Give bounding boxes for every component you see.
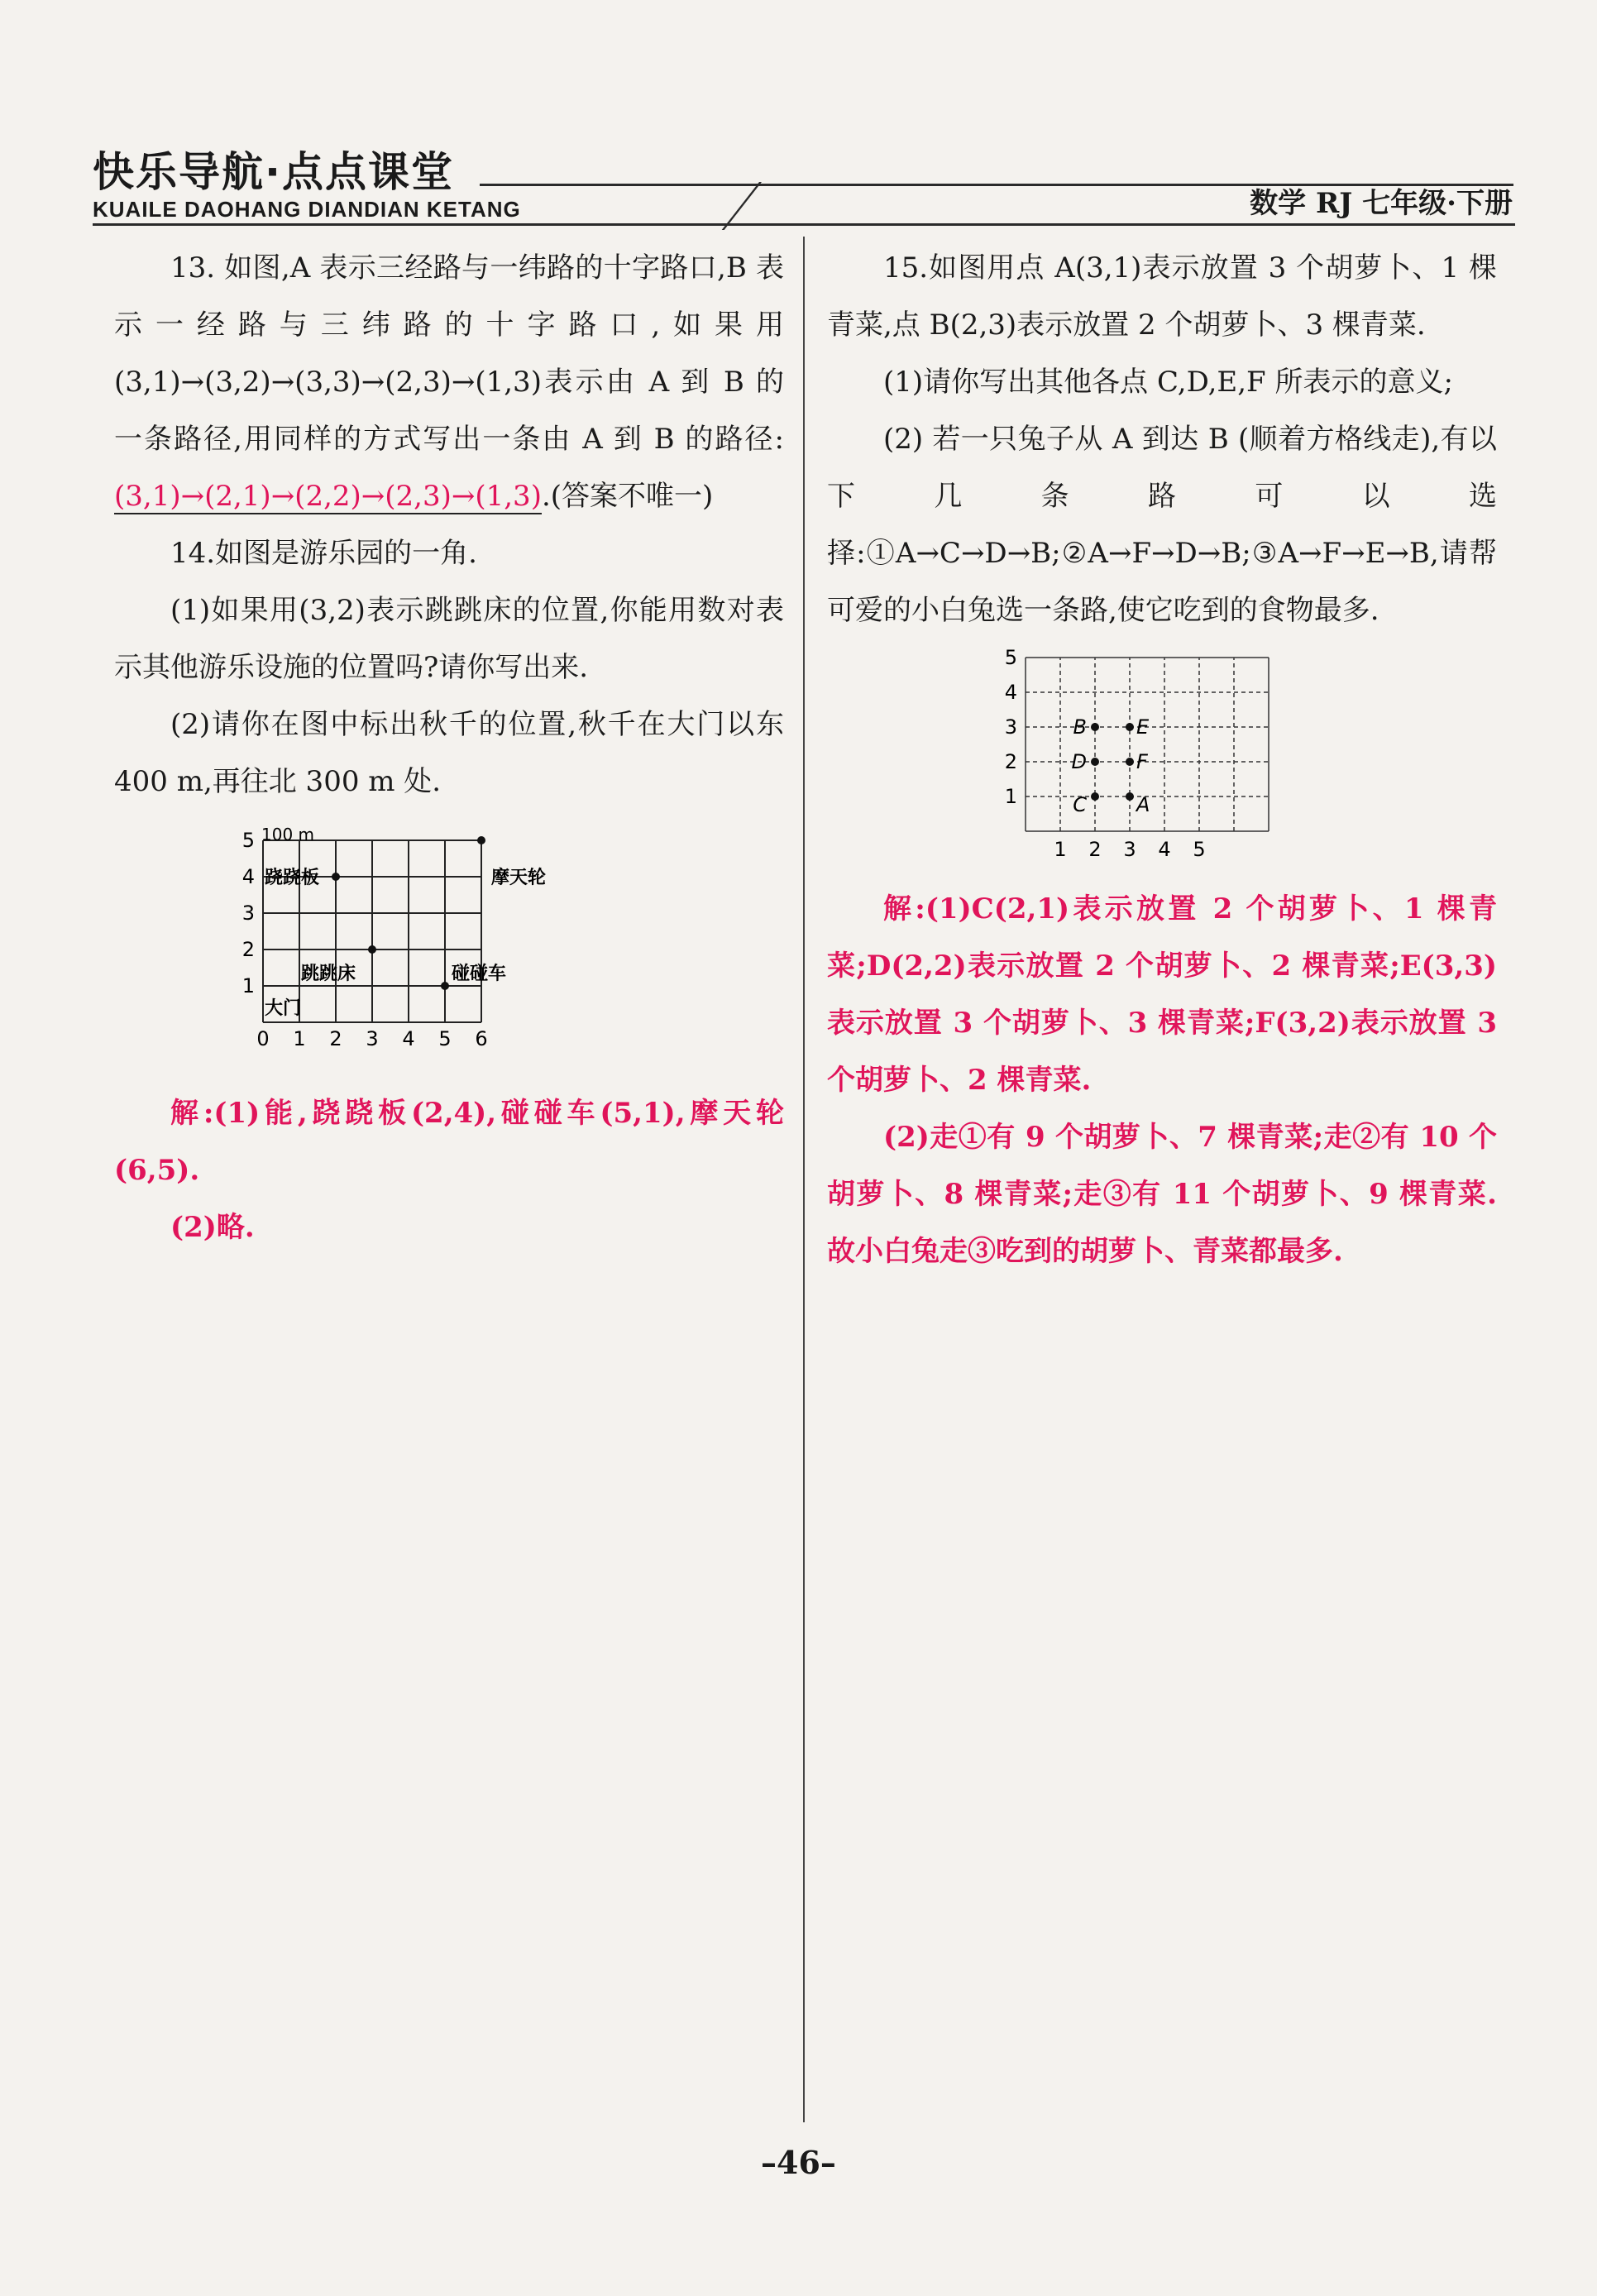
right-column [827,240,1497,1280]
fig15-y-tick: 5 [1004,646,1017,669]
fig14-x-tick: 4 [402,1027,415,1050]
q14-answer-1: 解:(1)能,跷跷板(2,4),碰碰车(5,1),摩天轮(6,5). [114,1097,784,1187]
header-pinyin: KUAILE DAOHANG DIANDIAN KETANG [93,197,521,222]
fig15-label-a: A [1136,793,1150,816]
fig14-x-tick: 5 [438,1027,452,1050]
fig15-x-tick: 1 [1054,838,1067,858]
amusement-park-grid [114,814,784,1062]
fig14-unit: 100 m [261,825,315,844]
fig15-point-c [1091,792,1099,801]
fig14-y-tick: 1 [241,974,255,997]
q15-answer-1: 解:(1)C(2,1)表示放置 2 个胡萝卜、1 棵青菜;D(2,2)表示放置 2 个胡萝卜、2 棵青菜;E(3,3)表示放置 3 个胡萝卜、3 棵青菜;F(3,2)表示放置 3 个胡萝卜、2 棵青菜. [827,892,1497,1097]
fig14-x-tick: 1 [293,1027,306,1050]
q14-stem: 14.如图是游乐园的一角. [170,537,477,570]
fig14-x-tick: 3 [366,1027,379,1050]
fig14-y-tick: 2 [241,938,255,961]
header-rule-bottom [93,223,1515,226]
q13-answer: (3,1)→(2,1)→(2,2)→(2,3)→(1,3) [114,480,542,513]
fig15-point-e [1126,723,1134,731]
fig15-label-d: D [1071,750,1087,773]
q13-text: 13. 如图,A 表示三经路与一纬路的十字路口,B 表示一经路与三纬路的十字路口,如果用(3,1)→(3,2)→(3,3)→(2,3)→(1,3)表示由 A 到 B 的一条路径,用同样的方式写出一条由 A 到 B 的路径: [114,251,784,456]
fig14-x-tick: 0 [256,1027,270,1050]
page-number: –46– [761,2144,836,2181]
figure-amusement-park [114,814,784,1082]
q15-text: 15.如图用点 A(3,1)表示放置 3 个胡萝卜、1 棵青菜,点 B(2,3)表示放置 2 个胡萝卜、3 棵青菜. [827,251,1497,342]
column-divider [803,237,805,2122]
question-13 [114,240,784,525]
fig15-y-tick: 2 [1004,750,1017,773]
fig14-location-dot [441,982,449,990]
fig14-y-tick: 3 [241,902,255,925]
fig15-label-c: C [1073,793,1087,816]
fig15-x-tick: 5 [1193,838,1206,858]
fig15-point-b [1091,723,1099,731]
rabbit-food-grid [827,643,1497,858]
q13-note: .(答案不唯一) [541,480,714,513]
fig15-y-tick: 4 [1004,681,1017,704]
fig15-point-d [1091,758,1099,766]
fig15-x-tick: 2 [1088,838,1102,858]
q15-part1: (1)请你写出其他各点 C,D,E,F 所表示的意义; [883,366,1453,399]
label-seesaw: 跷跷板 [265,868,320,888]
fig15-label-f: F [1136,750,1148,773]
fig15-label-b: B [1073,715,1087,739]
fig14-x-tick: 6 [475,1027,488,1050]
fig15-x-tick: 4 [1158,838,1171,858]
fig15-label-e: E [1136,715,1150,739]
fig14-x-tick: 2 [329,1027,342,1050]
fig14-y-tick: 5 [241,829,255,852]
fig14-location-dot [332,873,340,881]
q14-part2: (2)请你在图中标出秋千的位置,秋千在大门以东 400 m,再往北 300 m 处. [114,708,784,798]
fig15-point-a [1126,792,1134,801]
left-column [114,240,784,1256]
q14-answer-2: (2)略. [170,1211,255,1244]
fig14-y-tick: 4 [241,865,255,888]
q15-part2: (2) 若一只兔子从 A 到达 B (顺着方格线走),有以下几条路可以选择:①A→C→D→B;②A→F→D→B;③A→F→E→B,请帮可爱的小白兔选一条路,使它吃到的食物最多. [827,423,1497,627]
header-brand: 快乐导航·点点课堂 [93,148,454,196]
label-gate: 大门 [265,998,302,1019]
figure-rabbit-grid [827,643,1497,878]
fig14-location-dot [368,945,376,954]
q14-part1: (1)如果用(3,2)表示跳跳床的位置,你能用数对表示其他游乐设施的位置吗?请你写出来. [114,594,784,684]
fig15-y-tick: 1 [1004,785,1017,808]
header-subject: 数学 RJ 七年级·下册 [1250,187,1513,220]
fig15-x-tick: 3 [1123,838,1136,858]
q15-answer-2: (2)走①有 9 个胡萝卜、7 棵青菜;走②有 10 个胡萝卜、8 棵青菜;走③有 11 个胡萝卜、9 棵青菜.故小白兔走③吃到的胡萝卜、青菜都最多. [827,1121,1497,1268]
label-trampoline: 跳跳床 [301,964,356,984]
fig15-y-tick: 3 [1004,715,1017,739]
label-ferris-wheel: 摩天轮 [491,868,547,888]
label-bumper-car: 碰碰车 [452,964,507,984]
fig15-point-f [1126,758,1134,766]
fig14-location-dot [477,836,485,844]
